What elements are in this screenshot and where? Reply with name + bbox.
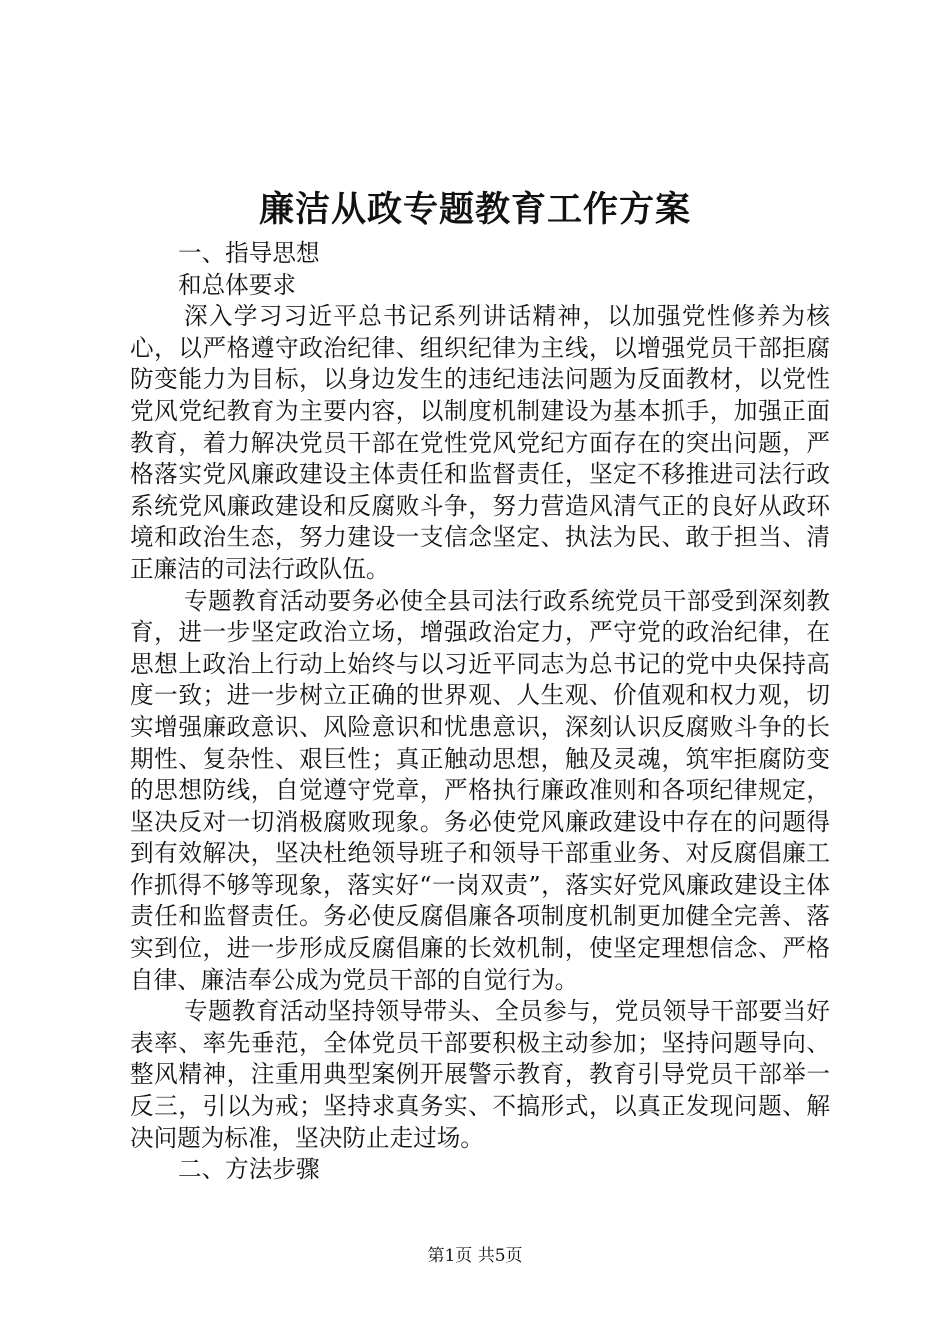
paragraph-education-approach: 专题教育活动坚持领导带头、全员参与，党员领导干部要当好表率、率先垂范，全体党员干部要积极主动参加；坚持问题导向、整风精神，注重用典型案例开展警示教育，教育引导党员干部举一反三，引以为戒；坚持求真务实、不搞形式，以真正发现问题、解决问题为标准，坚决防止走过场。 xyxy=(130,997,830,1152)
document-body xyxy=(130,238,830,1186)
section-heading-guiding-thought: 一、指导思想 xyxy=(178,239,320,267)
paragraph-education-goals: 专题教育活动要务必使全县司法行政系统党员干部受到深刻教育，进一步坚定政治立场，增强政治定力，严守党的政治纪律，在思想上政治上行动上始终与以习近平同志为总书记的党中央保持高度一致；进一步树立正确的世界观、人生观、价值观和权力观，切实增强廉政意识、风险意识和忧患意识，深刻认识反腐败斗争的长期性、复杂性、艰巨性；真正触动思想，触及灵魂，筑牢拒腐防变的思想防线，自觉遵守党章，严格执行廉政准则和各项纪律规定，坚决反对一切消极腐败现象。务必使党风廉政建设中存在的问题得到有效解决，坚决杜绝领导班子和领导干部重业务、对反腐倡廉工作抓得不够等现象，落实好“一岗双责”，落实好党风廉政建设主体责任和监督责任。务必使反腐倡廉各项制度机制更加健全完善、落实到位，进一步形成反腐倡廉的长效机制，使坚定理想信念、严格自律、廉洁奉公成为党员干部的自觉行为。 xyxy=(130,586,830,994)
page-number-footer: 第1页 共5页 xyxy=(427,1246,523,1266)
document-title: 廉洁从政专题教育工作方案 xyxy=(258,189,691,230)
paragraph-guiding-principles: 深入学习习近平总书记系列讲话精神，以加强党性修养为核心，以严格遵守政治纪律、组织纪律为主线，以增强党员干部拒腐防变能力为目标，以身边发生的违纪违法问题为反面教材，以党性党风党纪教育为主要内容，以制度机制建设为基本抓手，加强正面教育，着力解决党员干部在党性党风党纪方面存在的突出问题，严格落实党风廉政建设主体责任和监督责任，坚定不移推进司法行政系统党风廉政建设和反腐败斗争，努力营造风清气正的良好从政环境和政治生态，努力建设一支信念坚定、执法为民、敢于担当、清正廉洁的司法行政队伍。 xyxy=(130,302,830,583)
section-heading-method-steps: 二、方法步骤 xyxy=(178,1155,320,1184)
section-heading-overall-requirements: 和总体要求 xyxy=(178,270,296,299)
